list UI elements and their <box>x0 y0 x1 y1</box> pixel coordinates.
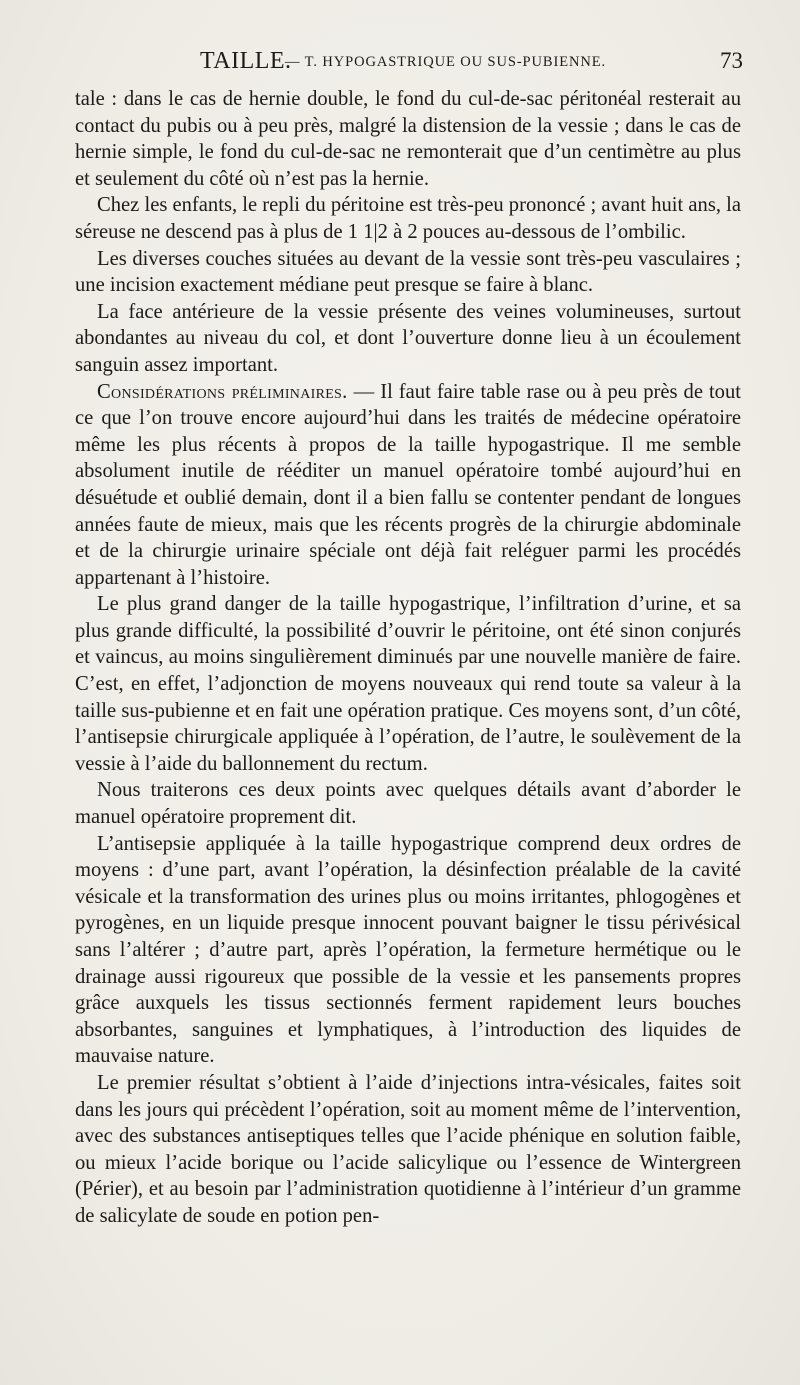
body-text <box>75 86 741 1230</box>
section-heading: Considérations préliminaires. <box>97 380 348 403</box>
paragraph-continued: tale : dans le cas de hernie double, le fond du cul-de-sac péritonéal resterait au contact du pubis ou à peu près, malgré la distension de la vessie ; dans le cas de hernie simple, le fond du cul-de-sac ne remonterait que d’un centimètre au plus et seulement du côté où n’est pas la hernie. <box>75 88 741 190</box>
paragraph-text: — Il faut faire table rase ou à peu près de tout ce que l’on trouve encore aujourd’hui dans les traités de médecine opératoire même les plus récents à propos de la taille hypogastrique. Il me semble absolument inutile de rééditer un manuel opératoire tombé aujourd’hui en désuétude et oublié demain, dont il a bien fallu se contenter pendant de longues années faute de mieux, mais que les récents progrès de la chirurgie abdominale et de la chirurgie urinaire spéciale ont déjà fait reléguer parmi les procédés appartenant à l’histoire. <box>75 380 741 589</box>
running-header <box>0 44 800 76</box>
paragraph: Les diverses couches situées au devant de la vessie sont très-peu vasculaires ; une incision exactement médiane peut presque se faire à blanc. <box>75 247 741 297</box>
paragraph: Nous traiterons ces deux points avec quelques détails avant d’aborder le manuel opératoire proprement dit. <box>75 779 741 829</box>
paragraph: Chez les enfants, le repli du péritoine est très-peu prononcé ; avant huit ans, la séreuse ne descend pas à plus de 1 1|2 à 2 pouces au-dessous de l’ombilic. <box>75 194 741 243</box>
header-subtitle: — T. HYPOGASTRIQUE OU SUS-PUBIENNE. <box>285 54 606 70</box>
paragraph: L’antisepsie appliquée à la taille hypogastrique comprend deux ordres de moyens : d’une part, avant l’opération, la désinfection préalable de la cavité vésicale et la transformation des urines plus ou moins irritantes, phlogogènes et pyrogènes, en un liquide presque innocent pouvant baigner le tissu périvésical sans l’altérer ; d’autre part, après l’opération, la fermeture hermétique ou le drainage aussi rigoureux que possible de la vessie et les pansements propres grâce auxquels les tissus sectionnés ferment rapidement leurs bouches absorbantes, sanguines et lymphatiques, à l’introduction des liquides de mauvaise nature. <box>75 832 741 1068</box>
paragraph-considerations <box>75 379 741 592</box>
paragraph: Le premier résultat s’obtient à l’aide d’injections intra-vésicales, faites soit dans les jours qui précèdent l’opération, soit au moment même de l’intervention, avec des substances antiseptiques telles que l’acide phénique en solution faible, ou mieux l’acide borique ou l’acide salicylique ou l’essence de Wintergreen (Périer), et au besoin par l’administration quotidienne à l’intérieur d’un gramme de salicylate de soude en potion pen- <box>75 1071 741 1227</box>
header-title: TAILLE. <box>200 48 292 74</box>
paragraph: Le plus grand danger de la taille hypogastrique, l’infiltration d’urine, et sa plus grande difficulté, la possibilité d’ouvrir le péritoine, ont été sinon conjurés et vaincus, au moins singulièrement diminués par une nouvelle manière de faire. C’est, en effet, l’adjonction de moyens nouveaux qui rend toute sa valeur à la taille sus-pubienne et en fait une opération pratique. Ces moyens sont, d’un côté, l’antisepsie chirurgicale appliquée à l’opération, de l’autre, le soulèvement de la vessie à l’aide du ballonnement du rectum. <box>75 593 741 775</box>
paragraph: La face antérieure de la vessie présente des veines volumineuses, surtout abondantes au niveau du col, et dont l’ouverture donne lieu à un écoulement sanguin assez important. <box>75 300 741 376</box>
page-number: 73 <box>720 48 743 73</box>
